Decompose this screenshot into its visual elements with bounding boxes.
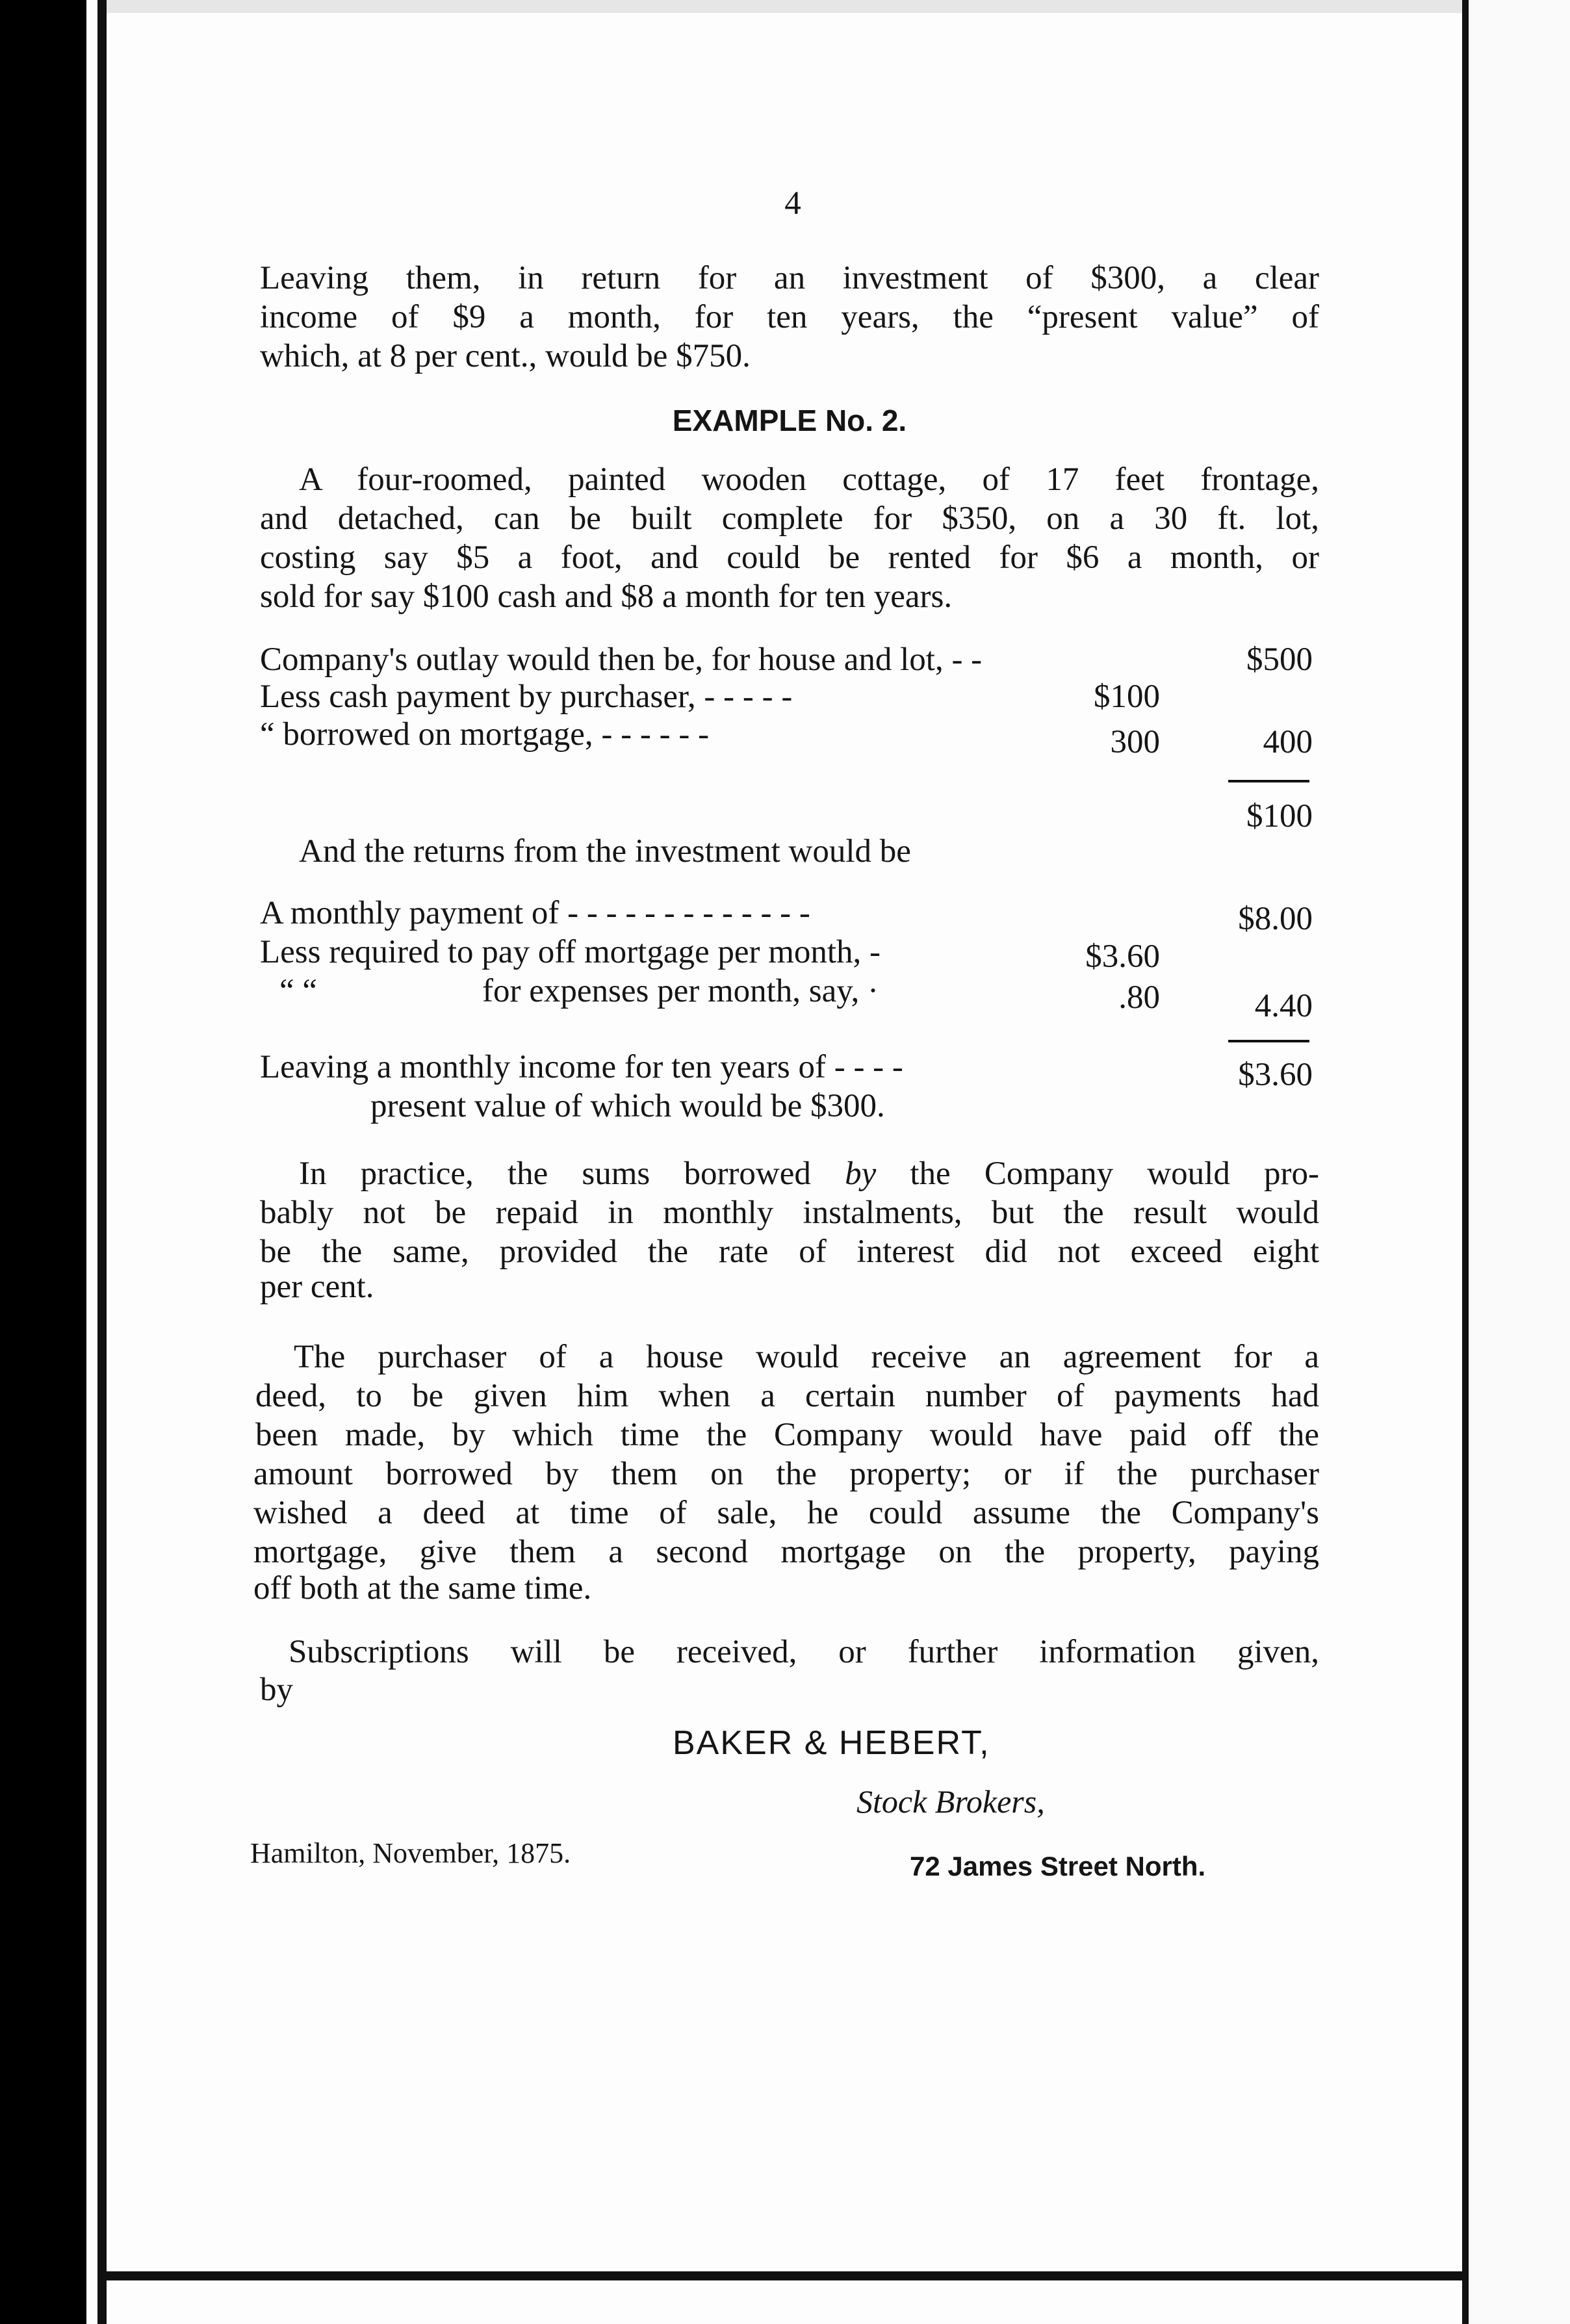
returns-row-2-label: Less required to pay off mortgage per month, - [260,934,881,970]
para4-line-2: deed, to be given him when a certain number of payments had [255,1378,1319,1414]
scan-border-right [1462,0,1469,2324]
para3-line-3: be the same, provided the rate of interest did not exceed eight [260,1233,1319,1270]
para1-line-2: income of $9 a month, for ten years, the “present value” of [260,299,1319,335]
para3-line-1-pre: In practice, the sums borrowed [299,1156,845,1192]
firm-name: BAKER & HEBERT, [673,1724,990,1762]
para3-line-4: per cent. [260,1269,374,1305]
outlay-row-1-total: $500 [1246,641,1313,678]
address: 72 James Street North. [910,1851,1206,1881]
scan-top-shadow [107,0,1462,13]
returns-row-3-ditto: “ “ [279,973,318,1009]
para3-line-1 [299,1154,1319,1193]
para3-line-1-emphasis: by [845,1156,877,1192]
outlay-result: $100 [1246,798,1313,834]
para4-line-7: off both at the same time. [253,1570,592,1607]
leaving-total: $3.60 [1238,1057,1313,1093]
page-number: 4 [784,185,801,222]
outlay-row-3-label: “ borrowed on mortgage, - - - - - - [260,716,710,753]
para4-line-5: wished a deed at time of sale, he could assume the Company's [253,1495,1319,1531]
leaving-label: Leaving a monthly income for ten years of - - - - [260,1049,903,1085]
returns-intro: And the returns from the investment would be [299,833,911,870]
para4-line-3: been made, by which time the Company would have paid off the [255,1417,1319,1453]
outlay-row-2-sub: $100 [1094,678,1160,715]
returns-row-1-label: A monthly payment of - - - - - - - - - - - - - [260,895,810,931]
para2-line-4: sold for say $100 cash and $8 a month for ten years. [260,578,953,615]
returns-row-3-label: for expenses per month, say, · [482,973,879,1009]
returns-sum-rule [1228,1040,1309,1042]
scan-margin-strip [1464,0,1570,2324]
returns-row-2-sub: $3.60 [1085,938,1160,975]
para5-line-1: Subscriptions will be received, or further information given, [289,1634,1319,1670]
outlay-row-1-label: Company's outlay would then be, for house and lot, - - [260,641,983,678]
outlay-row-3-total: 400 [1263,724,1313,760]
scan-border-bottom [97,2271,1469,2280]
para1-line-3: which, at 8 per cent., would be $750. [260,338,751,374]
para1-line-1: Leaving them, in return for an investment of $300, a clear [260,260,1319,296]
returns-row-1-total: $8.00 [1238,901,1313,937]
scan-border-left [97,0,107,2324]
para4-line-6: mortgage, give them a second mortgage on the property, paying [253,1534,1319,1570]
outlay-sum-rule [1228,780,1309,782]
para4-line-4: amount borrowed by them on the property; or if the purchaser [253,1456,1319,1492]
para3-line-1-post: the Company would pro- [876,1156,1319,1192]
para3-line-2: bably not be repaid in monthly instalments, but the result would [260,1194,1319,1231]
outlay-row-3-sub: 300 [1110,724,1160,760]
returns-row-3-total: 4.40 [1254,988,1313,1024]
para5-line-2: by [260,1672,293,1708]
para4-line-1: The purchaser of a house would receive an agreement for a [294,1339,1319,1375]
para2-line-2: and detached, can be built complete for $350, on a 30 ft. lot, [260,500,1319,537]
para2-line-1: A four-roomed, painted wooden cottage, of 17 feet frontage, [299,461,1319,498]
para2-line-3: costing say $5 a foot, and could be rented for $6 a month, or [260,539,1319,576]
outlay-row-2-label: Less cash payment by purchaser, - - - - - [260,678,793,715]
firm-role: Stock Brokers, [856,1783,1045,1820]
place-date: Hamilton, November, 1875. [250,1837,571,1869]
present-value-line: present value of which would be $300. [370,1088,885,1124]
section-heading: EXAMPLE No. 2. [672,404,907,437]
returns-row-3-sub: .80 [1118,979,1160,1016]
